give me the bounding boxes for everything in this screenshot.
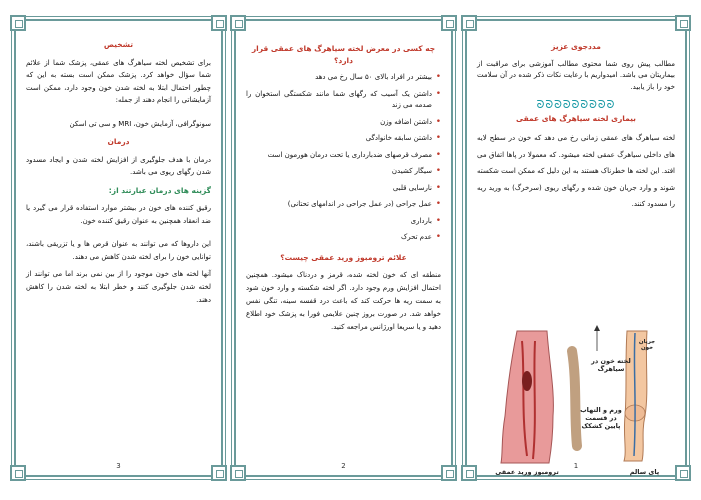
risk-list — [246, 72, 441, 244]
options-title: گزینه های درمان عبارتند از: — [108, 185, 211, 195]
list-item: • مصرف قرصهای ضدبارداری یا تحت درمان هورمون است — [246, 150, 441, 162]
figure-label-swelling: ورم و التهاب در قسمت پایین کشکک — [580, 406, 622, 430]
corner-ornament — [461, 15, 477, 31]
symptoms-title: علائم ترومبوز ورید عمقی چیست؟ — [280, 252, 407, 262]
corner-ornament — [211, 15, 227, 31]
panel-1 — [465, 19, 687, 477]
greeting-heading: مددجوی عزیز — [551, 42, 601, 51]
list-item: • بیشتر در افراد بالای ۵۰ سال رخ می دهد — [246, 72, 441, 84]
chain-ornament: ᘐᘐᘐᘐᘐᘐᘐᘐᘐ — [536, 98, 616, 111]
treatment-text: درمان با هدف جلوگیری از افزایش لخته شدن و ایجاد مسدود شدن رگهای ریوی می باشد. — [26, 155, 211, 176]
list-item: • عدم تحرک — [246, 232, 441, 244]
figure-caption-healthy: پای سالم — [629, 468, 660, 476]
list-item: • بارداری — [246, 216, 441, 228]
corner-ornament — [230, 15, 246, 31]
diagnosis-title: تشخیص — [103, 40, 134, 49]
risk-title: چه کسی در معرض لخته سیاهرگ های عمقی قرار دارد؟ — [251, 44, 436, 65]
option-item: این داروها که می توانند به عنوان قرص ها و یا تزریقی باشند، توانایی خون را برای لخته شدن کاهش می دهند. — [26, 240, 211, 261]
corner-ornament — [10, 15, 26, 31]
option-item: رقیق کننده های خون در بیشتر موارد استفاده قرار می گیرد یا ضد انعقاد همچنین به عنوان رقیق کننده خون. — [26, 204, 211, 225]
figure-label-clot: لخته خون در سیاهرگ — [591, 357, 631, 373]
corner-ornament — [675, 15, 691, 31]
page-number: 1 — [573, 462, 579, 470]
figure-caption-dvt: ترومبوز ورید عمقی — [495, 468, 559, 476]
page-number: 3 — [116, 462, 121, 470]
diagnosis-text: برای تشخیص لخته سیاهرگ های عمقی، پزشک شما از علائم شما سؤال خواهد کرد. پزشک ممکن است بسته به این که چطور احتمال ابتلا به لخته شدن خون وجود دارد، ممکن است آزمایشاتی را انجام دهند از جمله: — [26, 58, 211, 104]
panel-2 — [234, 19, 453, 477]
page-number: 2 — [341, 462, 346, 470]
intro-text: مطالب پیش روی شما محتوی مطالب آموزشی برای مراقبت از بیماریتان می باشد. امیدواریم با رعایت نکات ذکر شده در آن سلامت خود را باز یابید. — [477, 59, 675, 91]
list-item: • داشتن یک آسیب که رگهای شما مانند شکستگی استخوان را صدمه می زند — [246, 89, 441, 112]
list-item: • داشتن سابقه خانوادگی — [246, 133, 441, 145]
panel-3 — [14, 19, 223, 477]
list-item: • نارسایی قلبی — [246, 183, 441, 195]
corner-ornament — [441, 15, 457, 31]
option-item: آنها لخته های خون موجود را از بین نمی برند اما می توانند از لخته شدن جلوگیری کنند و خطر ابتلا به لخته شدن را کاهش دهند. — [26, 270, 211, 304]
list-item: • داشتن اضافه وزن — [246, 117, 441, 129]
figure-label-flow: جریان خون — [638, 339, 656, 351]
treatment-title: درمان — [107, 137, 130, 146]
list-item: • سیگار کشیدن — [246, 166, 441, 178]
dvt-description: لخته سیاهرگ های عمقی زمانی رخ می دهد که خون در سطح لایه های داخلی سیاهرگ عمقی لخته میشود. که معمولا در پاها اتفاق می افتد. این لخته ها خطرناک هستند به این دلیل که ممکن است شکسته شوند و وارد جریان خون شده و رگهای ریوی (سرخرگ) به ورید ریه را مسدود کنند. — [477, 134, 675, 208]
list-item: • عمل جراحی (در عمل جراحی در اندامهای تحتانی) — [246, 199, 441, 211]
section-title: بیماری لخته سیاهرگ های عمقی — [515, 113, 636, 123]
symptoms-text: منطقه ای که خون لخته شده، قرمز و دردناک میشود. همچنین احتمال افزایش ورم وجود دارد. اگر لخته شکسته و وارد خون شود به سمت ریه ها حرکت کند که باعث درد قفسه سینه، تنگی نفس خواهد شد. در صورت بروز چنین علایمی فورا به پزشک خود اطلاع دهید و یا سریعا اورژانس مراجعه کنید. — [246, 271, 441, 331]
diagnosis-tests: سونوگرافی، آزمایش خون، MRI و سی تی اسکن — [69, 119, 211, 128]
